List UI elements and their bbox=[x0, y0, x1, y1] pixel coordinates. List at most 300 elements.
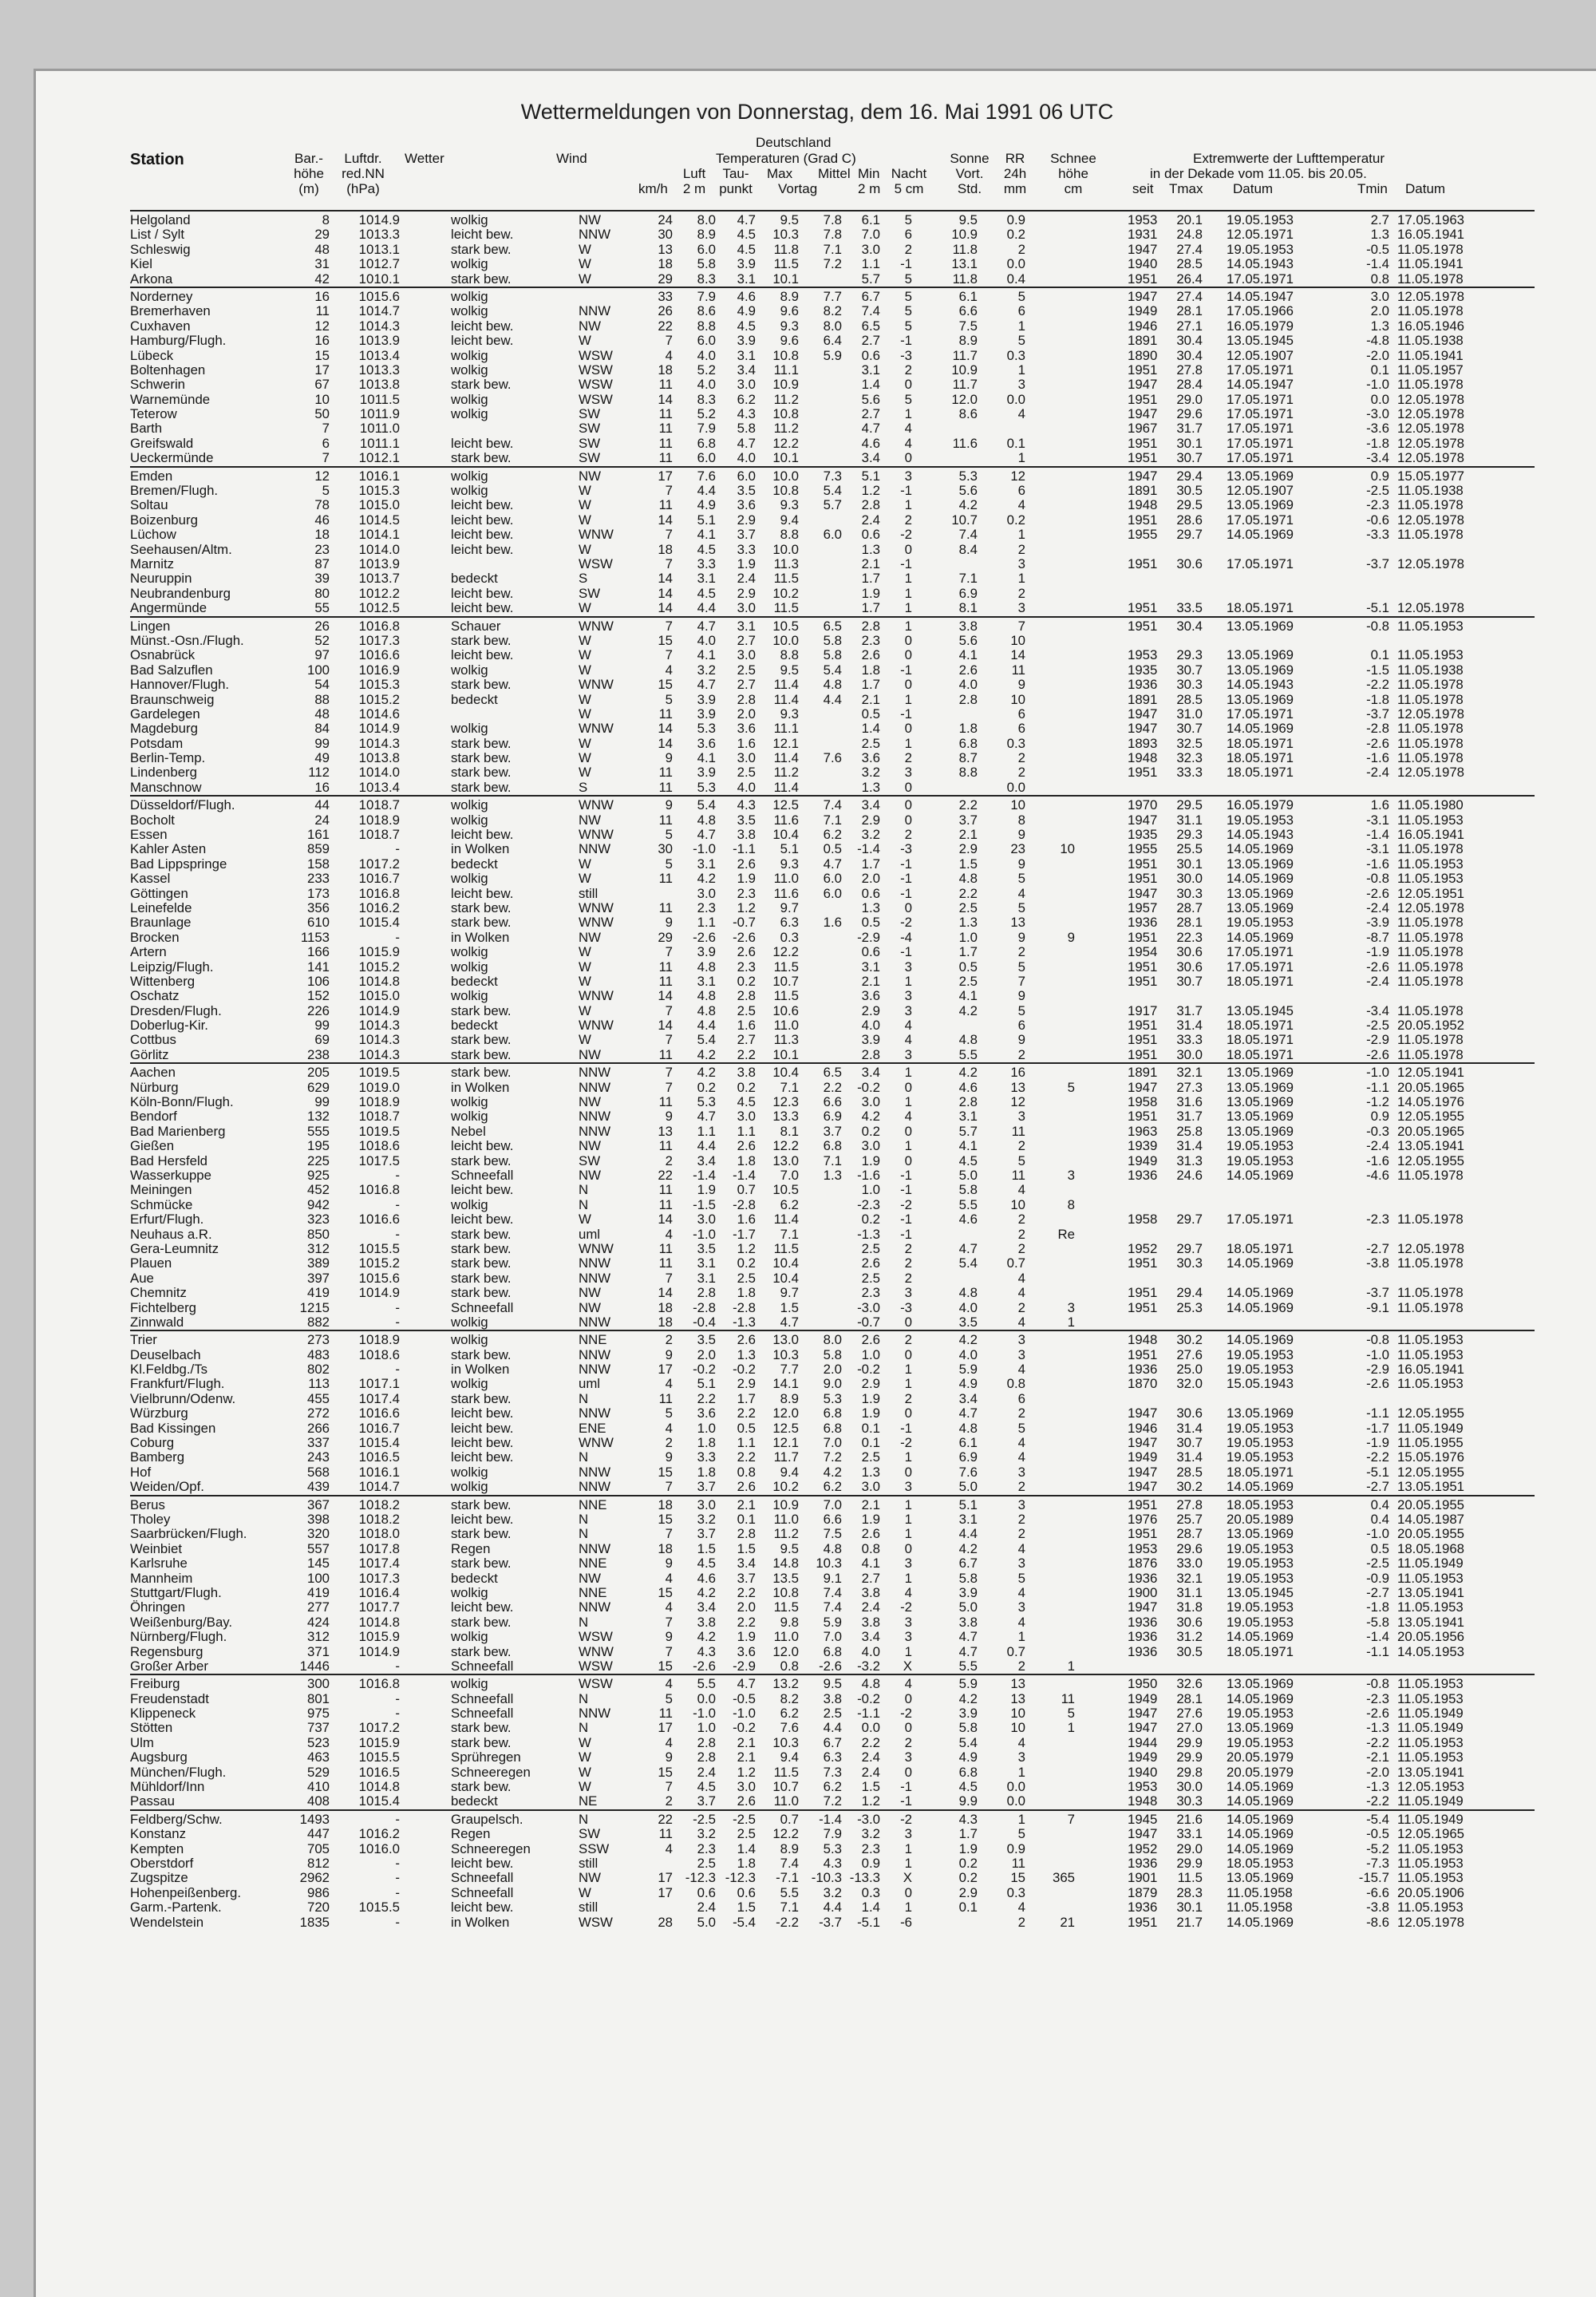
cell-tmin-date: 20.05.1965 bbox=[1397, 1123, 1464, 1139]
cell-station: Hof bbox=[130, 1464, 152, 1480]
cell-tmin-date: 11.05.1953 bbox=[1397, 1855, 1464, 1871]
cell-weather: stark bew. bbox=[451, 1002, 512, 1018]
cell-station: Oschatz bbox=[130, 988, 180, 1004]
cell-tmin: -0.9 bbox=[1366, 1570, 1389, 1586]
cell-tmax-date: 13.05.1969 bbox=[1227, 618, 1294, 634]
cell-precip-24h: 5 bbox=[1017, 333, 1025, 349]
cell-mean-prev-day: 6.4 bbox=[823, 333, 842, 349]
cell-weather: Schneefall bbox=[451, 1299, 514, 1315]
cell-air-temp: 4.2 bbox=[697, 1046, 716, 1062]
cell-tmax: 29.7 bbox=[1176, 1240, 1203, 1256]
cell-tmax: 28.1 bbox=[1176, 303, 1203, 319]
cell-air-temp: 4.1 bbox=[697, 527, 716, 543]
cell-min-2m: 0.6 bbox=[861, 527, 880, 543]
cell-pressure: 1014.9 bbox=[358, 212, 400, 227]
cell-precip-24h: 1 bbox=[1017, 450, 1025, 466]
cell-wind-speed: 7 bbox=[665, 647, 673, 663]
cell-wind-direction: W bbox=[579, 483, 591, 499]
cell-tmax: 30.2 bbox=[1176, 1479, 1203, 1495]
cell-sunshine: 8.8 bbox=[958, 765, 978, 781]
cell-air-temp: 7.9 bbox=[697, 288, 716, 304]
cell-record-since: 1891 bbox=[1128, 691, 1158, 707]
table-row bbox=[130, 1615, 1535, 1630]
cell-tmin: -1.1 bbox=[1366, 1079, 1389, 1095]
table-row bbox=[130, 601, 1535, 615]
cell-wind-speed: 14 bbox=[658, 721, 673, 737]
cell-bar-height: 243 bbox=[307, 1449, 330, 1465]
cell-tmin-date: 11.05.1949 bbox=[1397, 1420, 1464, 1436]
cell-mean-prev-day: 3.8 bbox=[823, 1690, 842, 1706]
cell-precip-24h: 0.0 bbox=[1006, 1779, 1025, 1795]
cell-record-since: 1936 bbox=[1128, 1900, 1158, 1915]
table-row bbox=[130, 227, 1535, 242]
cell-air-temp: 0.2 bbox=[697, 1079, 716, 1095]
cell-wind-speed: 11 bbox=[658, 765, 673, 781]
cell-max-prev-day: 9.4 bbox=[780, 512, 799, 528]
cell-bar-height: 300 bbox=[307, 1676, 330, 1692]
cell-wind-speed: 11 bbox=[658, 1138, 673, 1154]
header-wind: Wind bbox=[556, 151, 587, 166]
cell-tmin: -1.2 bbox=[1366, 1094, 1389, 1110]
cell-weather: bedeckt bbox=[451, 1570, 498, 1586]
cell-wind-direction: NNW bbox=[579, 1065, 611, 1081]
table-row bbox=[130, 1659, 1535, 1674]
cell-tmin-date: 11.05.1953 bbox=[1397, 1599, 1464, 1615]
cell-wind-direction: N bbox=[579, 1614, 589, 1630]
cell-precip-24h: 0.4 bbox=[1006, 271, 1025, 287]
cell-min-2m: 1.9 bbox=[861, 1511, 880, 1527]
cell-pressure: 1014.8 bbox=[358, 1614, 400, 1630]
header-extremwerte: Extremwerte der Lufttemperatur bbox=[1193, 151, 1385, 166]
table-row bbox=[130, 1315, 1535, 1330]
table-row bbox=[130, 887, 1535, 901]
cell-record-since: 1947 bbox=[1128, 241, 1158, 257]
cell-tmax-date: 18.05.1971 bbox=[1227, 1032, 1294, 1048]
cell-precip-24h: 7 bbox=[1017, 973, 1025, 989]
cell-bar-height: 410 bbox=[307, 1779, 330, 1795]
cell-air-temp: -0.2 bbox=[693, 1362, 716, 1378]
cell-station: Lübeck bbox=[130, 347, 174, 363]
cell-min-2m: 2.6 bbox=[861, 1526, 880, 1542]
cell-tmax-date: 14.05.1969 bbox=[1227, 527, 1294, 543]
cell-station: Leinefelde bbox=[130, 899, 192, 915]
cell-weather: stark bew. bbox=[451, 1032, 512, 1048]
cell-wind-speed: 15 bbox=[658, 1464, 673, 1480]
cell-sunshine: 4.2 bbox=[958, 497, 978, 513]
cell-dew-point: 2.9 bbox=[737, 1376, 756, 1392]
cell-night-5cm: 0 bbox=[904, 1720, 912, 1736]
cell-wind-speed: 13 bbox=[658, 1123, 673, 1139]
cell-mean-prev-day: 9.5 bbox=[823, 1676, 842, 1692]
cell-night-5cm: 0 bbox=[904, 647, 912, 663]
cell-pressure: 1018.2 bbox=[358, 1511, 400, 1527]
cell-pressure: 1017.8 bbox=[358, 1540, 400, 1556]
cell-bar-height: 16 bbox=[314, 779, 330, 795]
cell-max-prev-day: 11.5 bbox=[773, 1599, 799, 1615]
cell-precip-24h: 1 bbox=[1017, 318, 1025, 334]
cell-bar-height: 367 bbox=[307, 1496, 330, 1512]
cell-station: Nürburg bbox=[130, 1079, 179, 1095]
cell-tmin: -3.4 bbox=[1366, 450, 1389, 466]
cell-station: Helgoland bbox=[130, 212, 191, 227]
cell-wind-direction: NW bbox=[579, 212, 601, 227]
cell-wind-speed: 11 bbox=[658, 421, 673, 437]
cell-tmax: 28.4 bbox=[1176, 377, 1203, 393]
cell-air-temp: 4.2 bbox=[697, 1584, 716, 1600]
cell-tmax-date: 13.05.1969 bbox=[1227, 1405, 1294, 1421]
cell-precip-24h: 3 bbox=[1017, 600, 1025, 616]
cell-station: Manschnow bbox=[130, 779, 202, 795]
cell-bar-height: 986 bbox=[307, 1884, 330, 1900]
cell-max-prev-day: -2.2 bbox=[776, 1914, 799, 1930]
cell-weather: leicht bew. bbox=[451, 1138, 514, 1154]
cell-tmin-date: 11.05.1953 bbox=[1397, 1900, 1464, 1915]
cell-precip-24h: 13 bbox=[1010, 1690, 1025, 1706]
cell-night-5cm: -6 bbox=[900, 1914, 912, 1930]
cell-tmax-date: 18.05.1971 bbox=[1227, 765, 1294, 781]
cell-station: Hannover/Flugh. bbox=[130, 677, 230, 693]
cell-tmax: 30.6 bbox=[1176, 959, 1203, 975]
cell-precip-24h: 0.1 bbox=[1006, 435, 1025, 451]
cell-tmin-date: 11.05.1978 bbox=[1397, 1212, 1464, 1228]
cell-station: Konstanz bbox=[130, 1826, 186, 1842]
cell-tmax: 27.6 bbox=[1176, 1346, 1203, 1362]
cell-bar-height: 18 bbox=[314, 527, 330, 543]
cell-snow-depth: 1 bbox=[1067, 1314, 1075, 1330]
cell-tmax-date: 19.05.1953 bbox=[1227, 1614, 1294, 1630]
cell-mean-prev-day: 6.0 bbox=[823, 527, 842, 543]
cell-precip-24h: 2 bbox=[1017, 241, 1025, 257]
cell-tmin-date: 13.05.1951 bbox=[1397, 1479, 1464, 1495]
cell-mean-prev-day: 5.4 bbox=[823, 483, 842, 499]
table-row bbox=[130, 1436, 1535, 1450]
cell-min-2m: -1.4 bbox=[857, 841, 880, 857]
cell-pressure: 1018.9 bbox=[358, 812, 400, 828]
cell-tmax: 29.6 bbox=[1176, 1540, 1203, 1556]
cell-mean-prev-day: 7.0 bbox=[823, 1629, 842, 1645]
cell-record-since: 1931 bbox=[1128, 227, 1158, 243]
cell-min-2m: 3.4 bbox=[861, 797, 880, 813]
cell-precip-24h: 12 bbox=[1010, 468, 1025, 484]
cell-sunshine: 4.4 bbox=[958, 1526, 978, 1542]
cell-record-since: 1890 bbox=[1128, 347, 1158, 363]
cell-bar-height: 24 bbox=[314, 812, 330, 828]
station-group bbox=[130, 1495, 1535, 1674]
cell-tmin-date: 11.05.1953 bbox=[1397, 1570, 1464, 1586]
cell-station: Essen bbox=[130, 827, 168, 843]
cell-tmin-date: 11.05.1978 bbox=[1397, 750, 1464, 766]
station-group bbox=[130, 1062, 1535, 1330]
cell-precip-24h: 14 bbox=[1010, 647, 1025, 663]
cell-air-temp: 3.4 bbox=[697, 1599, 716, 1615]
cell-max-prev-day: 12.2 bbox=[772, 944, 799, 960]
cell-air-temp: 7.6 bbox=[697, 468, 716, 484]
cell-dew-point: 4.0 bbox=[737, 779, 756, 795]
cell-tmin: -3.6 bbox=[1366, 421, 1389, 437]
cell-weather: leicht bew. bbox=[451, 885, 514, 901]
cell-dew-point: 4.7 bbox=[737, 435, 756, 451]
cell-min-2m: 4.0 bbox=[861, 1018, 880, 1034]
cell-tmax: 25.8 bbox=[1176, 1123, 1203, 1139]
header-deutschland: Deutschland bbox=[756, 135, 832, 150]
table-row bbox=[130, 1081, 1535, 1095]
cell-mean-prev-day: 7.4 bbox=[823, 797, 842, 813]
cell-record-since: 1953 bbox=[1128, 212, 1158, 227]
cell-record-since: 1951 bbox=[1128, 856, 1158, 872]
cell-station: Gera-Leumnitz bbox=[130, 1240, 219, 1256]
cell-min-2m: 2.1 bbox=[861, 691, 880, 707]
cell-weather: leicht bew. bbox=[451, 318, 514, 334]
station-group bbox=[130, 466, 1535, 616]
cell-air-temp: 3.0 bbox=[697, 1212, 716, 1228]
cell-sunshine: 9.5 bbox=[958, 212, 978, 227]
cell-air-temp: 5.3 bbox=[697, 721, 716, 737]
cell-tmax-date: 18.05.1971 bbox=[1227, 735, 1294, 751]
cell-weather: wolkig bbox=[451, 483, 488, 499]
cell-tmax-date: 14.05.1969 bbox=[1227, 1826, 1294, 1842]
cell-min-2m: 2.7 bbox=[861, 1570, 880, 1586]
table-row bbox=[130, 421, 1535, 436]
cell-air-temp: 4.5 bbox=[697, 1556, 716, 1572]
cell-precip-24h: 11 bbox=[1011, 662, 1025, 678]
cell-wind-speed: 11 bbox=[658, 1706, 673, 1722]
cell-mean-prev-day: 6.7 bbox=[823, 1734, 842, 1750]
table-row bbox=[130, 1048, 1535, 1062]
cell-air-temp: 1.8 bbox=[697, 1464, 716, 1480]
cell-night-5cm: -1 bbox=[900, 1779, 912, 1795]
cell-tmin-date: 11.05.1938 bbox=[1397, 333, 1464, 349]
cell-night-5cm: 1 bbox=[904, 1449, 912, 1465]
cell-pressure: 1015.4 bbox=[358, 915, 400, 931]
cell-max-prev-day: 11.6 bbox=[773, 812, 799, 828]
cell-pressure: 1017.1 bbox=[358, 1376, 400, 1392]
cell-pressure: 1015.4 bbox=[358, 1435, 400, 1451]
cell-station: Greifswald bbox=[130, 435, 194, 451]
cell-bar-height: 29 bbox=[314, 227, 330, 243]
cell-air-temp: 3.2 bbox=[697, 1826, 716, 1842]
cell-weather: stark bew. bbox=[451, 899, 512, 915]
cell-air-temp: -1.4 bbox=[693, 1168, 716, 1183]
cell-tmin-date: 12.05.1978 bbox=[1397, 600, 1464, 616]
cell-wind-direction: W bbox=[579, 333, 591, 349]
cell-max-prev-day: 10.9 bbox=[772, 1496, 799, 1512]
cell-tmin-date: 11.05.1953 bbox=[1397, 647, 1464, 663]
cell-station: Doberlug-Kir. bbox=[130, 1018, 208, 1034]
cell-min-2m: 4.8 bbox=[861, 1676, 880, 1692]
cell-tmin: -2.4 bbox=[1366, 973, 1389, 989]
cell-record-since: 1948 bbox=[1128, 497, 1158, 513]
cell-air-temp: 4.7 bbox=[697, 677, 716, 693]
cell-min-2m: 2.6 bbox=[861, 1332, 880, 1348]
cell-bar-height: 463 bbox=[307, 1749, 330, 1765]
cell-sunshine: 11.8 bbox=[952, 271, 978, 287]
cell-min-2m: 1.8 bbox=[861, 662, 880, 678]
cell-dew-point: 3.1 bbox=[737, 271, 756, 287]
cell-dew-point: 3.6 bbox=[737, 721, 756, 737]
cell-pressure: 1018.0 bbox=[358, 1526, 400, 1542]
cell-sunshine: 6.9 bbox=[958, 1449, 978, 1465]
cell-tmax: 31.4 bbox=[1176, 1138, 1203, 1154]
cell-max-prev-day: 10.6 bbox=[772, 1002, 799, 1018]
cell-pressure: 1019.0 bbox=[358, 1079, 400, 1095]
cell-record-since: 1936 bbox=[1128, 1629, 1158, 1645]
cell-tmax: 25.7 bbox=[1176, 1511, 1203, 1527]
cell-dew-point: 1.2 bbox=[737, 1764, 756, 1780]
cell-station: Oberstdorf bbox=[130, 1855, 194, 1871]
cell-precip-24h: 15 bbox=[1010, 1870, 1025, 1886]
cell-station: Kl.Feldbg./Ts bbox=[130, 1362, 207, 1378]
cell-night-5cm: 0 bbox=[904, 1464, 912, 1480]
cell-tmin-date: 11.05.1938 bbox=[1397, 662, 1464, 678]
cell-record-since: 1935 bbox=[1128, 827, 1158, 843]
cell-precip-24h: 0.9 bbox=[1006, 212, 1025, 227]
cell-sunshine: 5.1 bbox=[958, 1496, 978, 1512]
cell-air-temp: 3.9 bbox=[697, 706, 716, 722]
cell-sunshine: 2.1 bbox=[958, 827, 978, 843]
cell-max-prev-day: 9.6 bbox=[780, 303, 799, 319]
cell-record-since: 1936 bbox=[1128, 1168, 1158, 1183]
cell-record-since: 1948 bbox=[1128, 1793, 1158, 1809]
cell-pressure: 1016.8 bbox=[358, 1182, 400, 1198]
cell-night-5cm: 1 bbox=[904, 571, 912, 587]
cell-bar-height: 737 bbox=[307, 1720, 330, 1736]
cell-mean-prev-day: 6.8 bbox=[823, 1643, 842, 1659]
cell-wind-speed: 22 bbox=[658, 1811, 673, 1827]
cell-min-2m: 2.6 bbox=[861, 1255, 880, 1271]
cell-air-temp: 4.6 bbox=[697, 1570, 716, 1586]
cell-wind-speed: 11 bbox=[658, 812, 673, 828]
cell-night-5cm: -3 bbox=[900, 347, 912, 363]
cell-dew-point: 4.3 bbox=[737, 797, 756, 813]
cell-mean-prev-day: 6.3 bbox=[823, 1749, 842, 1765]
cell-tmin: -2.2 bbox=[1366, 1734, 1389, 1750]
cell-tmax: 29.7 bbox=[1176, 1212, 1203, 1228]
cell-weather: wolkig bbox=[451, 362, 488, 378]
cell-tmax: 29.7 bbox=[1176, 527, 1203, 543]
cell-weather: stark bew. bbox=[451, 1240, 512, 1256]
cell-record-since: 1951 bbox=[1128, 1032, 1158, 1048]
cell-dew-point: 3.6 bbox=[737, 1643, 756, 1659]
cell-night-5cm: 0 bbox=[904, 1346, 912, 1362]
cell-wind-direction: N bbox=[579, 1449, 589, 1465]
cell-max-prev-day: 10.8 bbox=[772, 347, 799, 363]
cell-wind-direction: NNW bbox=[579, 841, 611, 857]
cell-station: Barth bbox=[130, 421, 163, 437]
cell-mean-prev-day: 3.7 bbox=[823, 1123, 842, 1139]
cell-tmin: -2.5 bbox=[1366, 1556, 1389, 1572]
cell-bar-height: 942 bbox=[307, 1196, 330, 1212]
cell-sunshine: 6.8 bbox=[958, 1764, 978, 1780]
cell-pressure: 1018.6 bbox=[358, 1346, 400, 1362]
cell-tmax-date: 20.05.1989 bbox=[1227, 1511, 1294, 1527]
cell-mean-prev-day: 10.3 bbox=[816, 1556, 842, 1572]
cell-tmin: 0.0 bbox=[1370, 391, 1389, 407]
cell-wind-speed: 4 bbox=[665, 1376, 673, 1392]
cell-pressure: 1016.6 bbox=[358, 1212, 400, 1228]
cell-dew-point: -2.8 bbox=[733, 1299, 756, 1315]
cell-min-2m: 3.2 bbox=[861, 1826, 880, 1842]
cell-wind-direction: W bbox=[579, 497, 591, 513]
cell-tmax-date: 19.05.1953 bbox=[1227, 1435, 1294, 1451]
cell-station: Bocholt bbox=[130, 812, 175, 828]
cell-bar-height: 78 bbox=[314, 497, 330, 513]
cell-sunshine: 1.3 bbox=[958, 915, 978, 931]
cell-max-prev-day: 11.3 bbox=[773, 1032, 799, 1048]
table-row bbox=[130, 1406, 1535, 1421]
cell-max-prev-day: 9.3 bbox=[780, 706, 799, 722]
cell-bar-height: 424 bbox=[307, 1614, 330, 1630]
cell-min-2m: 2.5 bbox=[861, 735, 880, 751]
cell-precip-24h: 4 bbox=[1017, 1270, 1025, 1286]
cell-snow-depth: 10 bbox=[1060, 841, 1075, 857]
cell-max-prev-day: 10.8 bbox=[772, 406, 799, 422]
cell-precip-24h: 0.3 bbox=[1006, 1884, 1025, 1900]
cell-weather: stark bew. bbox=[451, 1643, 512, 1659]
cell-bar-height: 408 bbox=[307, 1793, 330, 1809]
cell-bar-height: 705 bbox=[307, 1840, 330, 1856]
cell-precip-24h: 10 bbox=[1010, 691, 1025, 707]
cell-tmin-date: 12.05.1978 bbox=[1397, 450, 1464, 466]
cell-weather: leicht bew. bbox=[451, 1212, 514, 1228]
cell-record-since: 1958 bbox=[1128, 1094, 1158, 1110]
cell-pressure: 1019.5 bbox=[358, 1123, 400, 1139]
cell-air-temp: 6.0 bbox=[697, 333, 716, 349]
cell-min-2m: 1.7 bbox=[861, 600, 880, 616]
cell-pressure: 1013.1 bbox=[358, 241, 400, 257]
table-row bbox=[130, 451, 1535, 465]
cell-tmin-date: 13.05.1941 bbox=[1397, 1614, 1464, 1630]
cell-tmax-date: 17.05.1971 bbox=[1227, 271, 1294, 287]
cell-wind-speed: 11 bbox=[658, 377, 673, 393]
cell-max-prev-day: 13.0 bbox=[772, 1152, 799, 1168]
cell-mean-prev-day: 7.4 bbox=[823, 1584, 842, 1600]
cell-weather: stark bew. bbox=[451, 1270, 512, 1286]
header-vortag: Vortag bbox=[778, 181, 818, 196]
cell-weather: wolkig bbox=[451, 812, 488, 828]
cell-tmin: -1.7 bbox=[1366, 1420, 1389, 1436]
cell-night-5cm: -1 bbox=[900, 1182, 912, 1198]
cell-tmin-date: 11.05.1953 bbox=[1397, 1376, 1464, 1392]
cell-weather: Schneefall bbox=[451, 1706, 514, 1722]
cell-air-temp: 4.8 bbox=[697, 959, 716, 975]
cell-tmax: 33.3 bbox=[1176, 765, 1203, 781]
cell-night-5cm: 0 bbox=[904, 632, 912, 648]
cell-station: Görlitz bbox=[130, 1046, 169, 1062]
cell-wind-direction: SW bbox=[579, 585, 601, 601]
station-group bbox=[130, 210, 1535, 287]
cell-night-5cm: 1 bbox=[904, 600, 912, 616]
cell-station: Feldberg/Schw. bbox=[130, 1811, 223, 1827]
cell-tmax-date: 19.05.1953 bbox=[1227, 1420, 1294, 1436]
cell-air-temp: -2.6 bbox=[693, 929, 716, 945]
cell-pressure: - bbox=[395, 1690, 400, 1706]
cell-pressure: 1016.8 bbox=[358, 885, 400, 901]
header-taupunkt-2: punkt bbox=[719, 181, 753, 196]
header-rr-2: 24h bbox=[1003, 166, 1027, 181]
cell-min-2m: -13.3 bbox=[849, 1870, 880, 1886]
cell-max-prev-day: 12.2 bbox=[772, 1138, 799, 1154]
cell-wind-direction: WNW bbox=[579, 827, 614, 843]
cell-wind-direction: NNW bbox=[579, 1479, 611, 1495]
cell-bar-height: 801 bbox=[307, 1690, 330, 1706]
cell-air-temp: -1.0 bbox=[693, 841, 716, 857]
cell-weather: wolkig bbox=[451, 303, 488, 319]
cell-dew-point: -1.3 bbox=[733, 1314, 756, 1330]
cell-wind-speed: 17 bbox=[658, 1362, 673, 1378]
cell-station: Potsdam bbox=[130, 735, 184, 751]
cell-bar-height: 356 bbox=[307, 899, 330, 915]
cell-dew-point: 5.8 bbox=[737, 421, 756, 437]
